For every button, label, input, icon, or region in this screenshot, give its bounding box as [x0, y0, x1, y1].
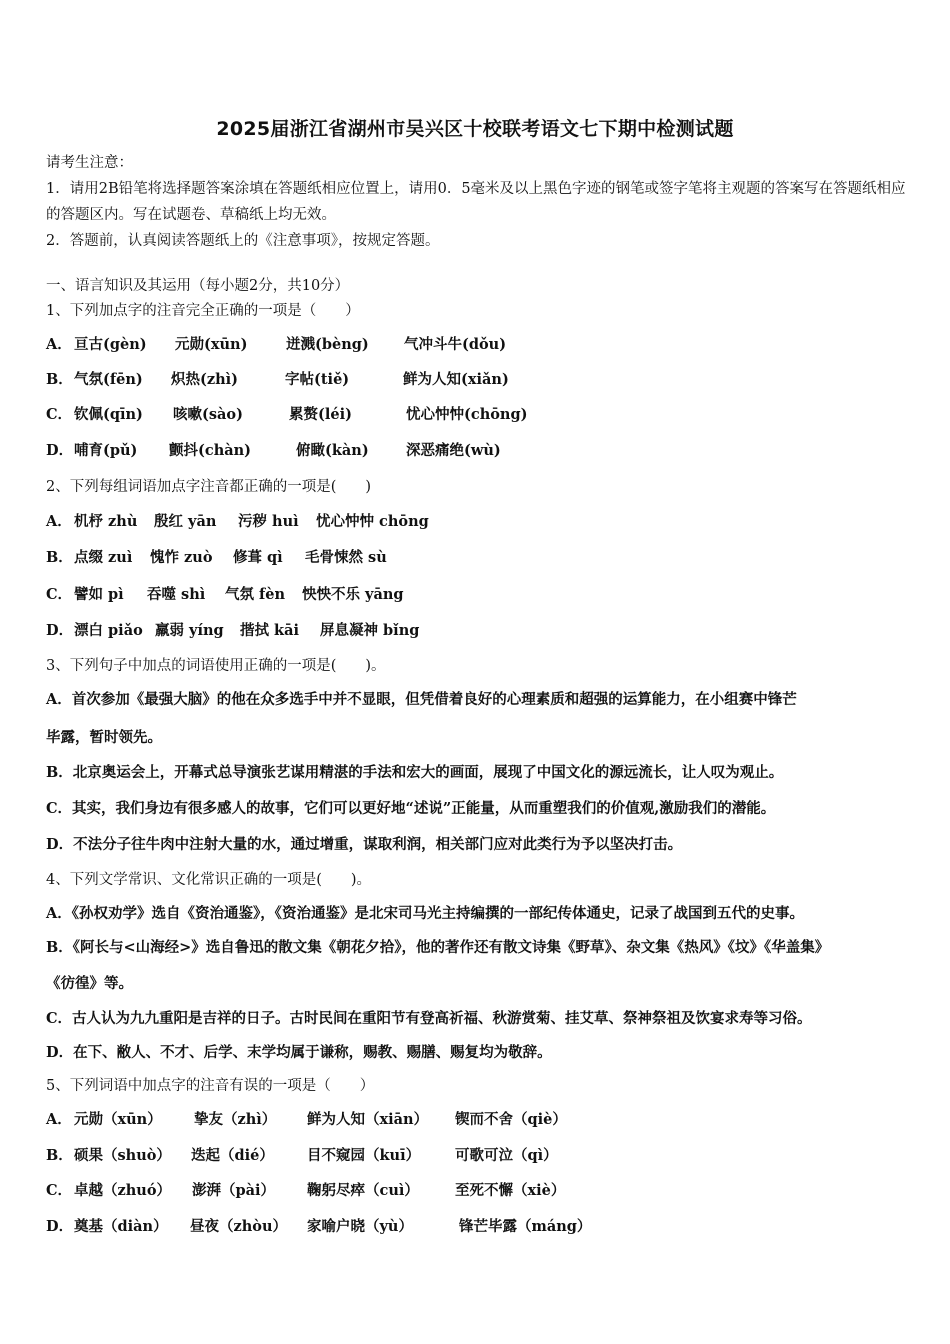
- option-label: B．: [46, 549, 73, 566]
- question-4-option-b-continued: 《彷徨》等。: [46, 975, 133, 992]
- question-1-option-a[interactable]: [46, 334, 916, 356]
- option-word: 气氛 fèn: [225, 586, 286, 603]
- option-word: 修葺 qì: [233, 549, 283, 566]
- option-word: 迸溅(bèng): [286, 336, 369, 353]
- question-3-option-c[interactable]: C．其实，我们身边有很多感人的故事，它们可以更好地“述说”正能量，从而重塑我们的价值观,激励我们的潜能。: [46, 800, 776, 817]
- notice-heading: 请考生注意：: [46, 155, 133, 171]
- question-2-option-a[interactable]: [46, 511, 916, 533]
- option-word: 可歌可泣（qì）: [455, 1147, 558, 1164]
- option-word: 鲜为人知(xiǎn): [403, 371, 509, 388]
- option-word: 挚友（zhì）: [194, 1111, 277, 1128]
- option-word: 元勋（xūn）: [74, 1111, 162, 1128]
- question-2-option-c[interactable]: [46, 584, 916, 606]
- option-word: 咳嗽(sào): [173, 406, 243, 423]
- option-word: 殷红 yān: [154, 513, 217, 530]
- option-word: 至死不懈（xiè）: [455, 1182, 566, 1199]
- option-word: 愧怍 zuò: [150, 549, 213, 566]
- question-1-option-b[interactable]: [46, 369, 916, 391]
- question-1-stem: 1、下列加点字的注音完全正确的一项是（ ）: [46, 303, 360, 319]
- option-word: 漂白 piǎo: [74, 622, 143, 639]
- question-3-option-d[interactable]: D．不法分子往牛肉中注射大量的水，通过增重，谋取利润，相关部门应对此类行为予以坚决打击。: [46, 836, 683, 853]
- option-label: C．: [46, 586, 73, 603]
- option-word: 气氛(fēn): [74, 371, 143, 388]
- option-word: 昼夜（zhòu）: [190, 1218, 287, 1235]
- question-3-option-a[interactable]: A．首次参加《最强大脑》的他在众多选手中并不显眼，但凭借着良好的心理素质和超强的运算能力，在小组赛中锋芒: [46, 691, 797, 708]
- option-word: 澎湃（pài）: [192, 1182, 276, 1199]
- option-label: C．: [46, 406, 73, 423]
- question-3-option-a-continued: 毕露，暂时领先。: [46, 729, 162, 746]
- option-word: 点缀 zuì: [74, 549, 133, 566]
- question-2-stem: 2、下列每组词语加点字注音都正确的一项是( ): [46, 479, 372, 495]
- option-word: 毛骨悚然 sù: [305, 549, 387, 566]
- option-word: 深恶痛绝(wù): [406, 442, 501, 459]
- option-word: 钦佩(qīn): [74, 406, 143, 423]
- option-word: 字帖(tiě): [285, 371, 350, 388]
- question-5-stem: 5、下列词语中加点字的注音有误的一项是（ ）: [46, 1078, 375, 1094]
- option-word: 屏息凝神 bǐng: [320, 622, 420, 639]
- option-word: 家喻户晓（yù）: [307, 1218, 413, 1235]
- option-word: 鲜为人知（xiān）: [307, 1111, 429, 1128]
- option-word: 俯瞰(kàn): [296, 442, 369, 459]
- option-word: 羸弱 yíng: [155, 622, 224, 639]
- question-1-option-c[interactable]: [46, 404, 916, 426]
- option-word: 累赘(léi): [289, 406, 352, 423]
- option-label: D．: [46, 622, 74, 639]
- option-word: 亘古(gèn): [74, 336, 147, 353]
- option-word: 哺育(pǔ): [74, 442, 138, 459]
- section-heading: 一、语言知识及其运用（每小题2分，共10分）: [46, 278, 350, 294]
- option-label: B．: [46, 371, 73, 388]
- option-word: 锲而不舍（qiè）: [455, 1111, 567, 1128]
- question-4-option-d[interactable]: D．在下、敝人、不才、后学、末学均属于谦称，赐教、赐膳、赐复均为敬辞。: [46, 1044, 552, 1061]
- question-5-option-b[interactable]: [46, 1145, 916, 1167]
- notice-item-2: 2．答题前，认真阅读答题纸上的《注意事项》，按规定答题。: [46, 233, 440, 249]
- option-word: 目不窥园（kuī）: [307, 1147, 421, 1164]
- option-label: C．: [46, 1182, 73, 1199]
- option-word: 硕果（shuò）: [74, 1147, 171, 1164]
- option-word: 颤抖(chàn): [169, 442, 252, 459]
- question-5-option-a[interactable]: [46, 1109, 916, 1131]
- page-title: 2025届浙江省湖州市吴兴区十校联考语文七下期中检测试题: [216, 118, 734, 140]
- option-word: 鞠躬尽瘁（cuì）: [307, 1182, 419, 1199]
- option-word: 忧心忡忡(chōng): [406, 406, 528, 423]
- option-word: 怏怏不乐 yāng: [302, 586, 404, 603]
- option-word: 机杼 zhù: [74, 513, 138, 530]
- option-word: 譬如 pì: [74, 586, 124, 603]
- question-1-option-d[interactable]: [46, 440, 916, 462]
- option-label: D．: [46, 1218, 74, 1235]
- option-label: D．: [46, 442, 74, 459]
- question-3-option-b[interactable]: B．北京奥运会上，开幕式总导演张艺谋用精湛的手法和宏大的画面，展现了中国文化的源远流长，让人叹为观止。: [46, 764, 784, 781]
- option-word: 忧心忡忡 chōng: [316, 513, 429, 530]
- option-label: A．: [46, 1111, 72, 1128]
- option-word: 奠基（diàn）: [74, 1218, 168, 1235]
- option-word: 元勋(xūn): [175, 336, 248, 353]
- option-word: 污秽 huì: [238, 513, 299, 530]
- option-label: B．: [46, 1147, 73, 1164]
- question-4-option-c[interactable]: C．古人认为九九重阳是吉祥的日子。古时民间在重阳节有登高祈福、秋游赏菊、挂艾草、祭神祭祖及饮宴求寿等习俗。: [46, 1010, 812, 1027]
- question-5-option-d[interactable]: [46, 1216, 916, 1238]
- option-word: 炽热(zhì): [171, 371, 239, 388]
- notice-item-1: 1．请用2B铅笔将选择题答案涂填在答题纸相应位置上，请用0．5毫米及以上黑色字迹的钢笔或签字笔将主观题的答案写在答题纸相应的答题区内。写在试题卷、草稿纸上均无效。: [46, 181, 906, 223]
- question-4-option-a[interactable]: A．《孙权劝学》选自《资治通鉴》，《资治通鉴》是北宋司马光主持编撰的一部纪传体通史，记录了战国到五代的史事。: [46, 905, 804, 922]
- option-word: 迭起（dié）: [191, 1147, 274, 1164]
- option-word: 锋芒毕露（máng）: [459, 1218, 592, 1235]
- option-word: 气冲斗牛(dǒu): [404, 336, 507, 353]
- question-2-option-d[interactable]: [46, 620, 916, 642]
- question-5-option-c[interactable]: [46, 1180, 916, 1202]
- option-label: A．: [46, 513, 72, 530]
- question-2-option-b[interactable]: [46, 547, 916, 569]
- option-word: 吞噬 shì: [147, 586, 206, 603]
- question-3-stem: 3、下列句子中加点的词语使用正确的一项是( )。: [46, 658, 386, 674]
- option-label: A．: [46, 336, 72, 353]
- question-4-stem: 4、下列文学常识、文化常识正确的一项是( )。: [46, 872, 372, 888]
- option-word: 卓越（zhuó）: [74, 1182, 171, 1199]
- option-word: 揩拭 kāi: [240, 622, 299, 639]
- question-4-option-b[interactable]: B．《阿长与<山海经>》选自鲁迅的散文集《朝花夕拾》，他的著作还有散文诗集《野草》、杂文集《热风》《坟》《华盖集》: [46, 939, 830, 956]
